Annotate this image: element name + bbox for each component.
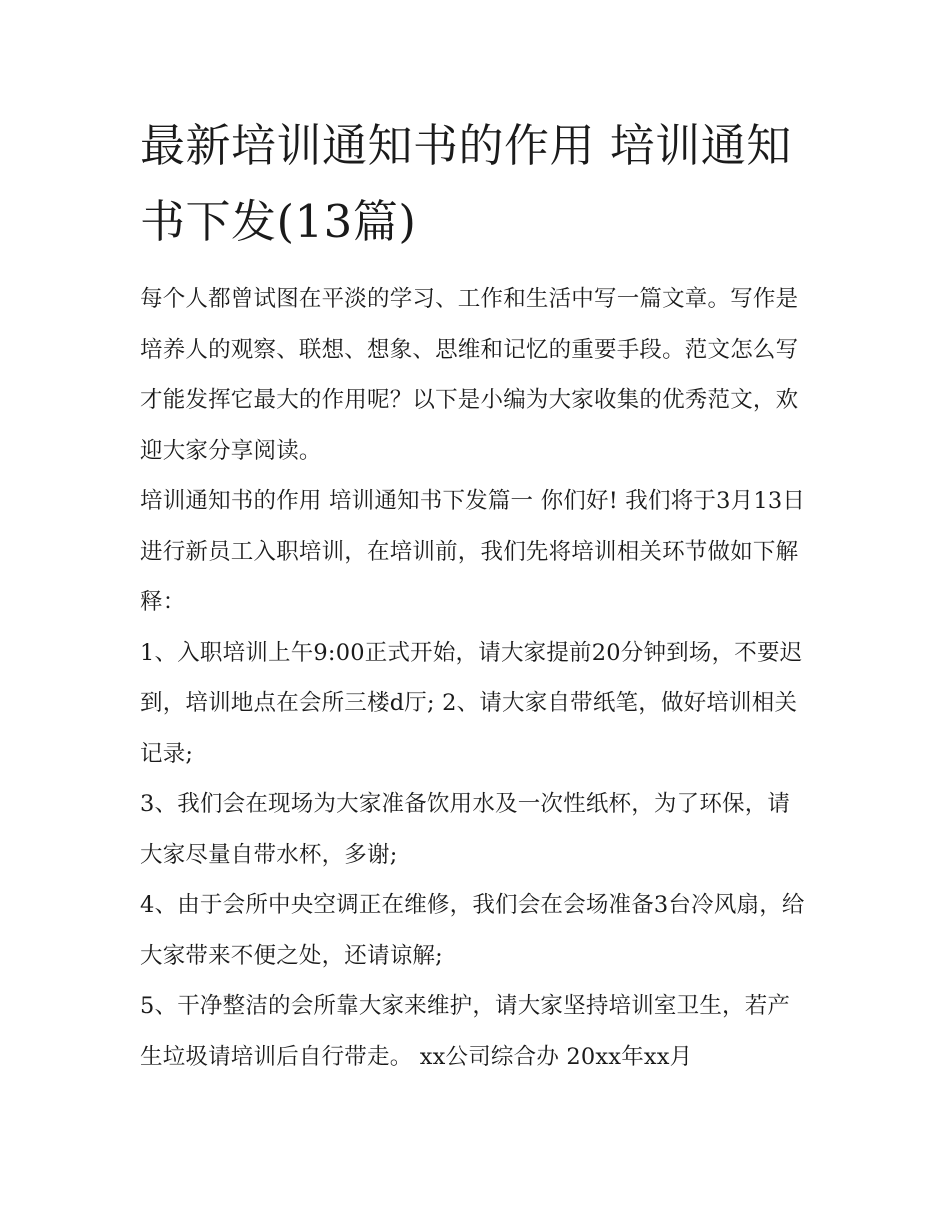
notice-item-4: 4、由于会所中央空调正在维修，我们会在会场准备3台冷风扇，给大家带来不便之处，还请谅解; bbox=[140, 892, 805, 969]
intro-paragraph: 每个人都曾试图在平淡的学习、工作和生活中写一篇文章。写作是培养人的观察、联想、想象、思维和记忆的重要手段。范文怎么写才能发挥它最大的作用呢？以下是小编为大家收集的优秀范文，欢迎大家分享阅读。 bbox=[140, 286, 799, 464]
document-body bbox=[140, 108, 812, 1082]
notice-paragraph: 培训通知书的作用 培训通知书下发篇一 你们好! 我们将于3月13日进行新员工入职培训，在培训前，我们先将培训相关环节做如下解释： bbox=[140, 488, 806, 615]
notice-item-3: 3、我们会在现场为大家准备饮用水及一次性纸杯，为了环保，请大家尽量自带水杯，多谢; bbox=[140, 791, 791, 868]
notice-item-5: 5、干净整洁的会所靠大家来维护，请大家坚持培训室卫生，若产生垃圾请培训后自行带走。 xx公司综合办 20xx年xx月 bbox=[140, 993, 791, 1070]
notice-item-1-2: 1、入职培训上午9:00正式开始，请大家提前20分钟到场，不要迟到，培训地点在会所三楼d厅; 2、请大家自带纸笔，做好培训相关记录; bbox=[140, 639, 803, 767]
document-title: 最新培训通知书的作用 培训通知书下发(13篇) bbox=[140, 119, 792, 248]
